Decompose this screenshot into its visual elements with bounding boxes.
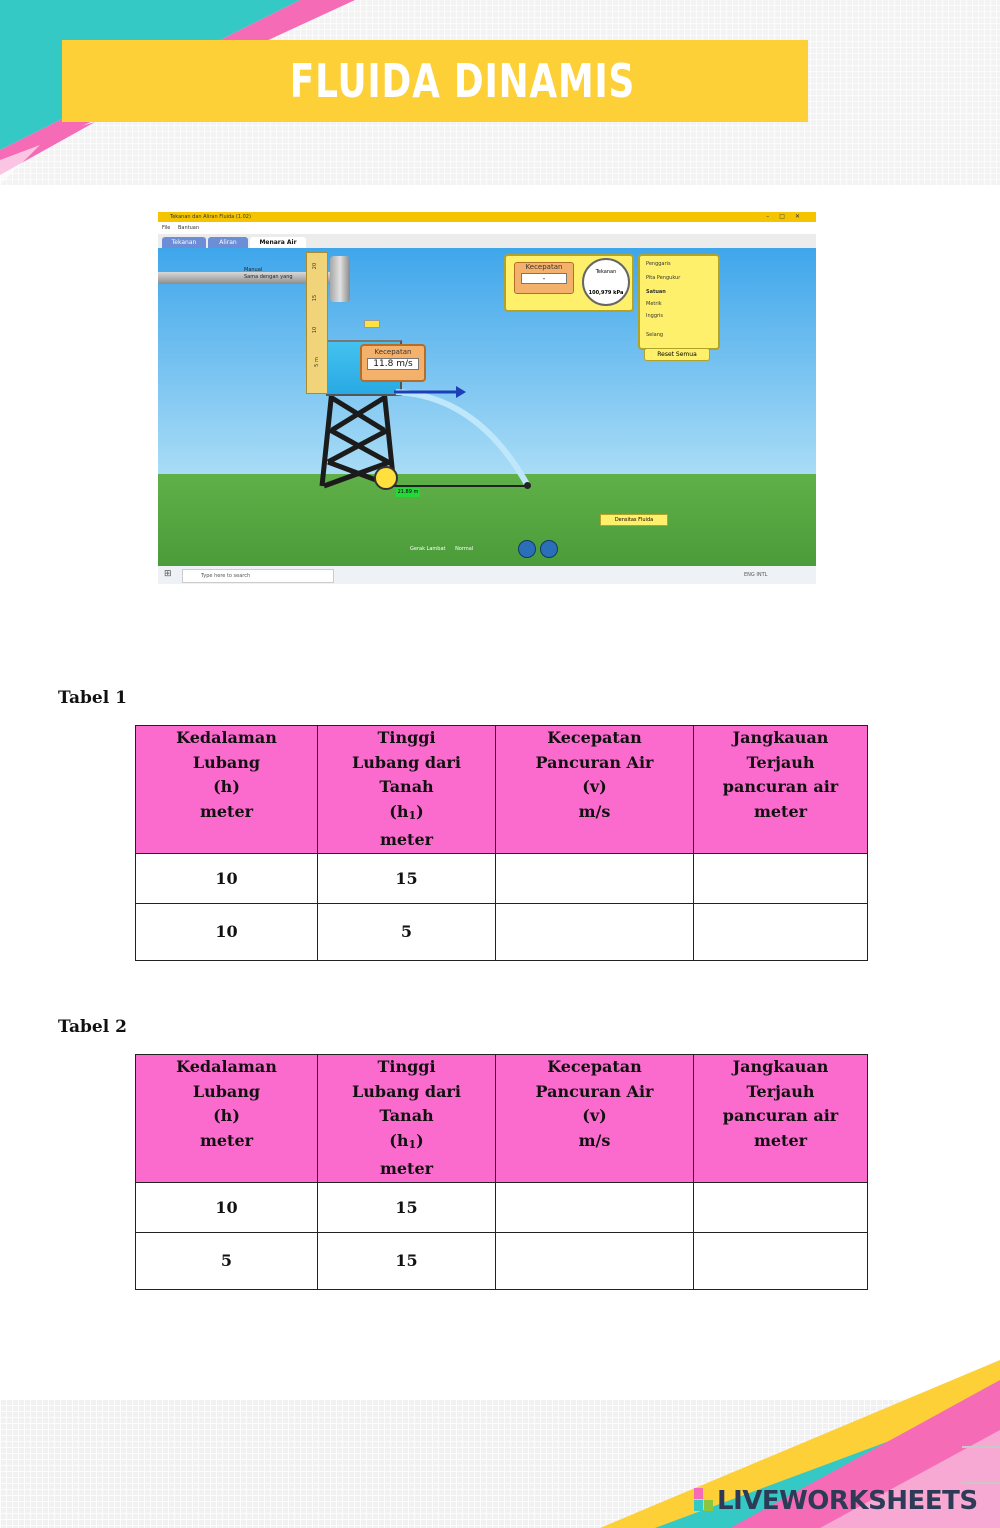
table-row	[136, 1182, 868, 1232]
ruler-tick: 20	[312, 262, 319, 270]
header-velocity: Kecepatan Pancuran Air (v) m/s	[496, 1055, 694, 1183]
taskbar-lang: ENG INTL	[744, 572, 768, 578]
tab-flow[interactable]: Aliran	[208, 237, 248, 248]
table-header-row	[136, 1055, 868, 1183]
water-stream	[388, 382, 538, 492]
speed-readout	[360, 344, 426, 382]
pipe-elbow	[330, 256, 350, 302]
tab-bar	[158, 234, 816, 248]
menu-file[interactable]: File	[162, 225, 171, 231]
page-title: FLUIDA DINAMIS	[289, 54, 636, 108]
play-icon[interactable]	[518, 540, 536, 558]
units-title: Satuan	[646, 289, 666, 295]
header-depth: Kedalaman Lubang (h) meter	[136, 1055, 318, 1183]
tab-water-tower[interactable]: Menara Air	[250, 237, 306, 248]
tape-checkbox[interactable]: Pita Pengukur	[646, 275, 681, 281]
cell-depth: 5	[136, 1232, 318, 1289]
header-range: Jangkauan Terjauh pancuran air meter	[694, 1055, 868, 1183]
table-1	[135, 725, 868, 961]
speed-gauge[interactable]	[514, 262, 574, 294]
fluid-density-button[interactable]: Densitas Fluida	[600, 514, 668, 526]
logo-text: LIVEWORKSHEETS	[717, 1486, 978, 1516]
tab-pressure[interactable]: Tekanan	[162, 237, 206, 248]
cell-range-input[interactable]	[694, 1232, 868, 1289]
reset-all-button[interactable]: Reset Semua	[644, 348, 710, 361]
step-icon[interactable]	[540, 540, 558, 558]
option-manual[interactable]: Manual	[244, 267, 263, 273]
playback-speed	[410, 546, 473, 552]
header-depth: Kedalaman Lubang (h) meter	[136, 726, 318, 854]
table-row	[136, 1232, 868, 1289]
taskbar-search-text: Type here to search	[201, 573, 251, 579]
table-header-row	[136, 726, 868, 854]
pressure-gauge[interactable]	[582, 258, 630, 306]
speed-gauge-value: -	[521, 273, 567, 284]
windows-start-icon[interactable]: ⊞	[164, 569, 172, 579]
normal-radio[interactable]: Normal	[455, 546, 474, 552]
cell-depth: 10	[136, 903, 318, 960]
pressure-value: 100,979 kPa	[588, 290, 624, 296]
tape-end[interactable]	[524, 482, 531, 489]
cell-height: 5	[318, 903, 496, 960]
liveworksheets-logo[interactable]	[694, 1486, 978, 1516]
slow-motion-radio[interactable]: Gerak Lambat	[410, 546, 446, 552]
inlet-options[interactable]	[244, 267, 293, 281]
cell-range-input[interactable]	[694, 1182, 868, 1232]
option-match[interactable]: Sama dengan yang	[244, 274, 293, 280]
cell-velocity-input[interactable]	[496, 1232, 694, 1289]
cell-velocity-input[interactable]	[496, 903, 694, 960]
speed-value: 11.8 m/s	[367, 358, 419, 370]
header-velocity: Kecepatan Pancuran Air (v) m/s	[496, 726, 694, 854]
speed-label: Kecepatan	[374, 348, 412, 356]
cell-height: 15	[318, 1232, 496, 1289]
cell-depth: 10	[136, 1182, 318, 1232]
cell-range-input[interactable]	[694, 903, 868, 960]
window-titlebar	[158, 212, 816, 222]
cell-depth: 10	[136, 853, 318, 903]
table-row	[136, 853, 868, 903]
cell-velocity-input[interactable]	[496, 1182, 694, 1232]
speed-gauge-label: Kecepatan	[525, 263, 563, 271]
hose-checkbox[interactable]: Selang	[646, 332, 664, 338]
taskbar	[158, 566, 816, 584]
ruler-tick: 15	[312, 294, 319, 302]
unit-metric-radio[interactable]: Metrik	[646, 301, 662, 307]
menu-help[interactable]: Bantuan	[178, 225, 200, 231]
table-2	[135, 1054, 868, 1290]
tape-reel-icon[interactable]	[374, 466, 398, 490]
ruler-tick: 5 m	[313, 357, 320, 367]
distance-readout: 21.89 m	[397, 489, 419, 495]
ruler-checkbox[interactable]: Penggaris	[646, 261, 671, 267]
ruler[interactable]	[306, 252, 328, 394]
cell-range-input[interactable]	[694, 853, 868, 903]
menu-bar	[158, 222, 816, 234]
cell-height: 15	[318, 853, 496, 903]
measuring-tape[interactable]	[388, 485, 528, 487]
tank-cap	[364, 320, 380, 328]
table-row	[136, 903, 868, 960]
gauge-panel[interactable]	[504, 254, 634, 312]
window-title: Tekanan dan Aliran Fluida (1.02)	[170, 214, 251, 220]
control-panel	[638, 254, 720, 350]
table-2-label: Tabel 2	[58, 1017, 127, 1037]
header-range: Jangkauan Terjauh pancuran air meter	[694, 726, 868, 854]
cell-height: 15	[318, 1182, 496, 1232]
header-hole-height: Tinggi Lubang dari Tanah (h1) meter	[318, 726, 496, 854]
simulation-screenshot	[158, 212, 816, 584]
ruler-tick: 10	[312, 326, 319, 334]
window-controls[interactable]: –□✕	[766, 213, 810, 220]
header-hole-height: Tinggi Lubang dari Tanah (h1) meter	[318, 1055, 496, 1183]
pressure-label: Tekanan	[595, 269, 617, 275]
unit-english-radio[interactable]: Inggris	[646, 313, 664, 319]
table-1-label: Tabel 1	[58, 688, 127, 708]
liveworksheets-logo-icon	[694, 1488, 714, 1512]
taskbar-search[interactable]	[182, 569, 334, 583]
cell-velocity-input[interactable]	[496, 853, 694, 903]
